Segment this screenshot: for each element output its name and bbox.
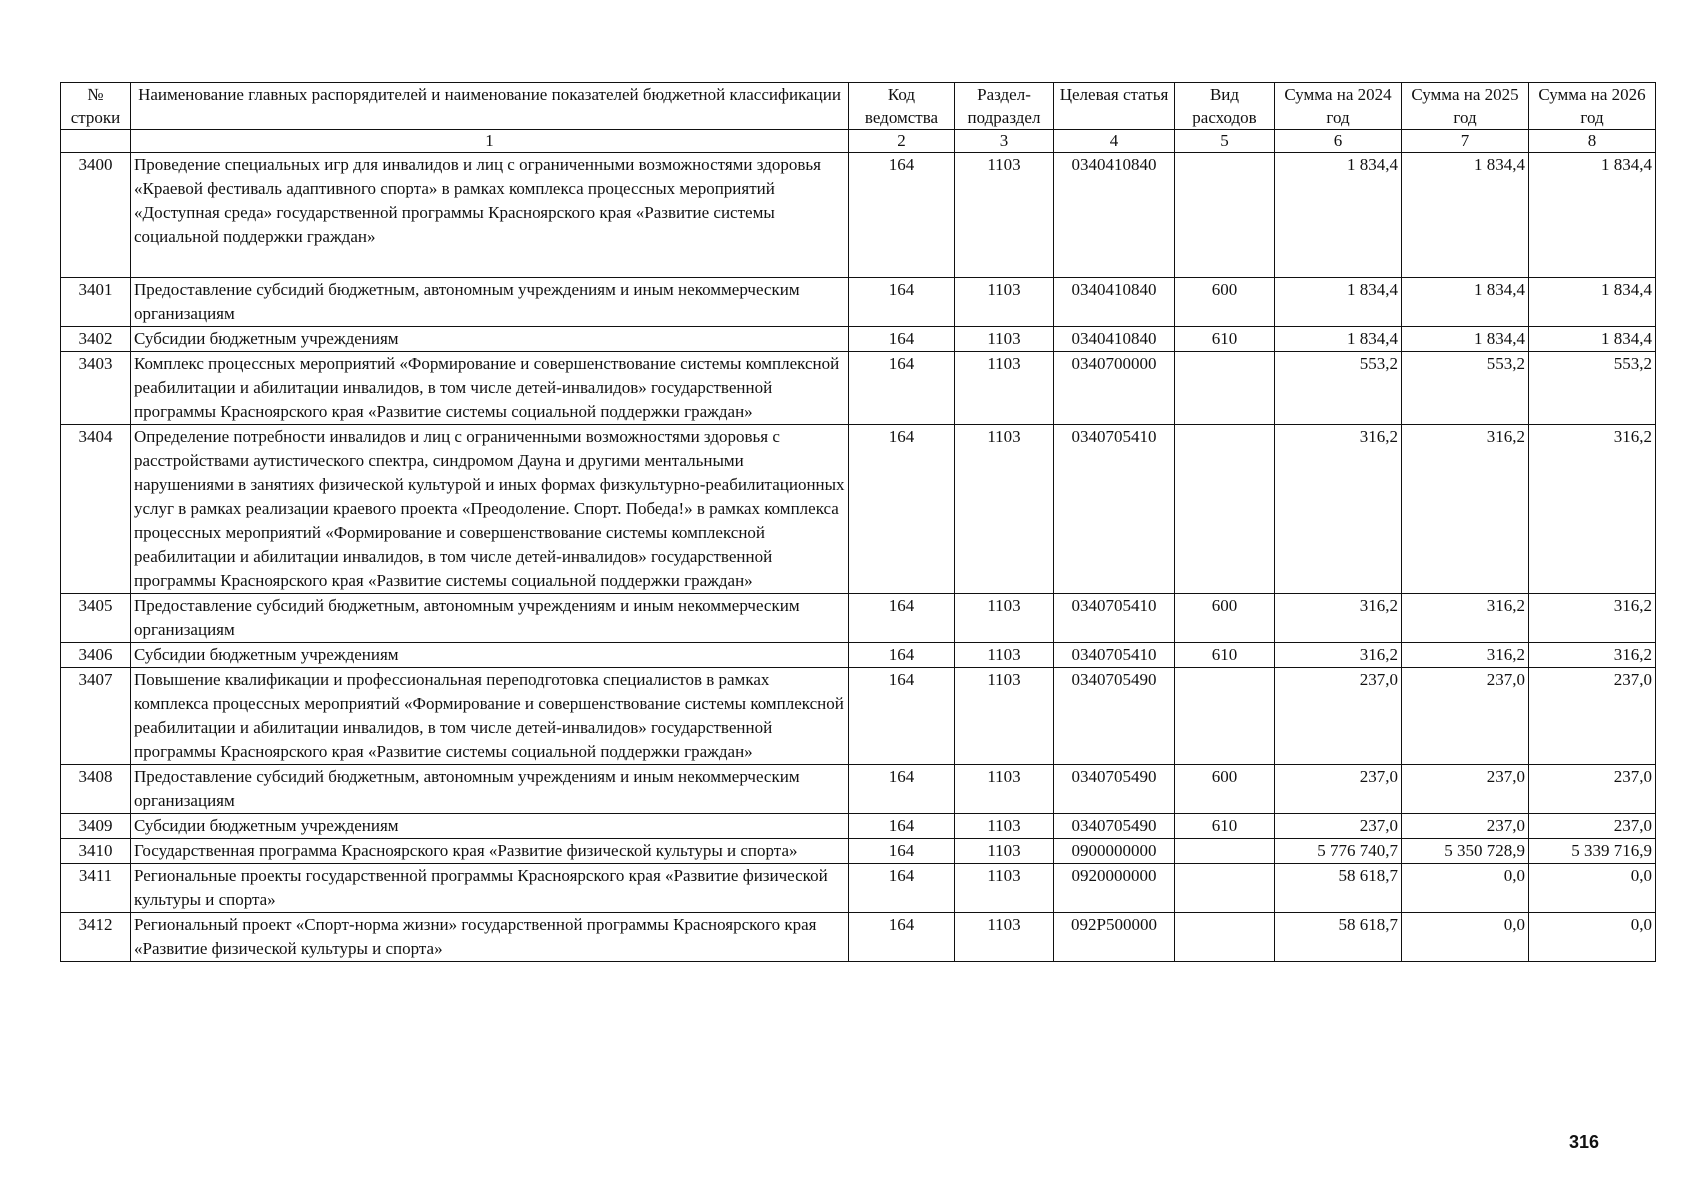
header-name: Наименование главных распорядителей и наименование показателей бюджетной классификации: [131, 83, 849, 130]
row-sum-2024: 237,0: [1275, 668, 1402, 765]
row-section: 1103: [955, 814, 1054, 839]
row-dept-code: 164: [849, 594, 955, 643]
row-dept-code: 164: [849, 327, 955, 352]
row-sum-2025: 316,2: [1402, 425, 1529, 594]
row-number: 3404: [61, 425, 131, 594]
row-section: 1103: [955, 668, 1054, 765]
row-name: Предоставление субсидий бюджетным, автономным учреждениям и иным некоммерческим организациям: [131, 765, 849, 814]
row-name: Комплекс процессных мероприятий «Формирование и совершенствование системы комплексной реабилитации и абилитации инвалидов, в том числе детей-инвалидов» государственной программы Красноярского края «Развитие системы социальной поддержки граждан»: [131, 352, 849, 425]
row-number: 3403: [61, 352, 131, 425]
row-sum-2024: 5 776 740,7: [1275, 839, 1402, 864]
row-number: 3410: [61, 839, 131, 864]
table-row: [61, 668, 1656, 765]
header-section: Раздел-подраздел: [955, 83, 1054, 130]
table-row: [61, 352, 1656, 425]
row-dept-code: 164: [849, 425, 955, 594]
row-number: 3409: [61, 814, 131, 839]
header-row: [61, 83, 1656, 130]
row-sum-2026: 316,2: [1529, 594, 1656, 643]
row-sum-2026: 316,2: [1529, 425, 1656, 594]
row-target: 0340705410: [1054, 643, 1175, 668]
row-name: Определение потребности инвалидов и лиц с ограниченными возможностями здоровья с расстройствами аутистического спектра, синдромом Дауна и другими ментальными нарушениями в занятиях физической культурой и иных формах физкультурно-реабилитационных услуг в рамках реализации краевого проекта «Преодоление. Спорт. Победа!» в рамках комплекса процессных мероприятий «Формирование и совершенствование системы комплексной реабилитации и абилитации инвалидов, в том числе детей-инвалидов» государственной программы Красноярского края «Развитие системы социальной поддержки граждан»: [131, 425, 849, 594]
row-dept-code: 164: [849, 814, 955, 839]
row-sum-2026: 237,0: [1529, 814, 1656, 839]
row-section: 1103: [955, 765, 1054, 814]
row-expense-type: 600: [1175, 594, 1275, 643]
row-sum-2026: 553,2: [1529, 352, 1656, 425]
row-expense-type: 600: [1175, 765, 1275, 814]
row-sum-2026: 237,0: [1529, 765, 1656, 814]
row-expense-type: [1175, 352, 1275, 425]
table-row: [61, 765, 1656, 814]
table-row: [61, 425, 1656, 594]
row-sum-2026: 316,2: [1529, 643, 1656, 668]
row-number: 3402: [61, 327, 131, 352]
header-row-no: № строки: [61, 83, 131, 130]
row-sum-2024: 553,2: [1275, 352, 1402, 425]
row-name: Субсидии бюджетным учреждениям: [131, 327, 849, 352]
column-number: 8: [1529, 130, 1656, 153]
column-number: 7: [1402, 130, 1529, 153]
row-name: Предоставление субсидий бюджетным, автономным учреждениям и иным некоммерческим организациям: [131, 278, 849, 327]
table-row: [61, 864, 1656, 913]
row-dept-code: 164: [849, 913, 955, 962]
row-section: 1103: [955, 327, 1054, 352]
row-number: 3408: [61, 765, 131, 814]
row-section: 1103: [955, 839, 1054, 864]
column-number: 5: [1175, 130, 1275, 153]
column-number-row: [61, 130, 1656, 153]
table-row: [61, 839, 1656, 864]
row-section: 1103: [955, 864, 1054, 913]
row-dept-code: 164: [849, 643, 955, 668]
row-section: 1103: [955, 153, 1054, 278]
row-sum-2026: 1 834,4: [1529, 153, 1656, 278]
row-target: 0340410840: [1054, 327, 1175, 352]
row-sum-2024: 58 618,7: [1275, 913, 1402, 962]
page-number: 316: [1569, 1132, 1600, 1152]
table-row: [61, 327, 1656, 352]
row-sum-2024: 316,2: [1275, 425, 1402, 594]
row-name: Государственная программа Красноярского края «Развитие физической культуры и спорта»: [131, 839, 849, 864]
row-sum-2026: 1 834,4: [1529, 327, 1656, 352]
row-sum-2024: 58 618,7: [1275, 864, 1402, 913]
row-section: 1103: [955, 643, 1054, 668]
row-target: 0340705410: [1054, 425, 1175, 594]
column-number: [61, 130, 131, 153]
row-name: Предоставление субсидий бюджетным, автономным учреждениям и иным некоммерческим организациям: [131, 594, 849, 643]
row-sum-2026: 237,0: [1529, 668, 1656, 765]
row-sum-2025: 237,0: [1402, 814, 1529, 839]
row-expense-type: [1175, 153, 1275, 278]
row-target: 0340700000: [1054, 352, 1175, 425]
header-expense-type: Вид расходов: [1175, 83, 1275, 130]
row-sum-2024: 237,0: [1275, 765, 1402, 814]
header-sum-2024: Сумма на 2024 год: [1275, 83, 1402, 130]
row-sum-2024: 1 834,4: [1275, 153, 1402, 278]
row-name: Субсидии бюджетным учреждениям: [131, 643, 849, 668]
header-target: Целевая статья: [1054, 83, 1175, 130]
header-sum-2026: Сумма на 2026 год: [1529, 83, 1656, 130]
row-expense-type: [1175, 668, 1275, 765]
budget-table: [60, 82, 1656, 962]
row-target: 0340705490: [1054, 765, 1175, 814]
row-dept-code: 164: [849, 668, 955, 765]
header-sum-2025: Сумма на 2025 год: [1402, 83, 1529, 130]
row-sum-2025: 237,0: [1402, 668, 1529, 765]
row-target: 0340705410: [1054, 594, 1175, 643]
table-row: [61, 153, 1656, 278]
row-sum-2026: 1 834,4: [1529, 278, 1656, 327]
row-number: 3412: [61, 913, 131, 962]
row-sum-2025: 1 834,4: [1402, 153, 1529, 278]
table-row: [61, 913, 1656, 962]
table-row: [61, 643, 1656, 668]
row-sum-2025: 0,0: [1402, 864, 1529, 913]
row-sum-2024: 316,2: [1275, 594, 1402, 643]
row-target: 0340410840: [1054, 153, 1175, 278]
column-number: 6: [1275, 130, 1402, 153]
row-expense-type: 600: [1175, 278, 1275, 327]
row-expense-type: [1175, 425, 1275, 594]
row-expense-type: 610: [1175, 327, 1275, 352]
row-name: Проведение специальных игр для инвалидов и лиц с ограниченными возможностями здоровья «Краевой фестиваль адаптивного спорта» в рамках комплекса процессных мероприятий «Доступная среда» государственной программы Красноярского края «Развитие системы социальной поддержки граждан»: [131, 153, 849, 278]
row-number: 3407: [61, 668, 131, 765]
row-dept-code: 164: [849, 765, 955, 814]
row-dept-code: 164: [849, 278, 955, 327]
row-expense-type: 610: [1175, 814, 1275, 839]
row-number: 3401: [61, 278, 131, 327]
row-expense-type: [1175, 864, 1275, 913]
column-number: 4: [1054, 130, 1175, 153]
row-sum-2024: 1 834,4: [1275, 327, 1402, 352]
row-target: 0900000000: [1054, 839, 1175, 864]
row-sum-2024: 237,0: [1275, 814, 1402, 839]
row-sum-2025: 1 834,4: [1402, 327, 1529, 352]
row-target: 092P500000: [1054, 913, 1175, 962]
column-number: 1: [131, 130, 849, 153]
row-number: 3411: [61, 864, 131, 913]
row-section: 1103: [955, 913, 1054, 962]
header-dept-code: Код ведомства: [849, 83, 955, 130]
row-dept-code: 164: [849, 864, 955, 913]
row-number: 3406: [61, 643, 131, 668]
row-number: 3400: [61, 153, 131, 278]
row-sum-2025: 316,2: [1402, 594, 1529, 643]
row-expense-type: [1175, 839, 1275, 864]
row-dept-code: 164: [849, 153, 955, 278]
row-expense-type: 610: [1175, 643, 1275, 668]
row-dept-code: 164: [849, 839, 955, 864]
table-row: [61, 594, 1656, 643]
row-expense-type: [1175, 913, 1275, 962]
row-sum-2025: 316,2: [1402, 643, 1529, 668]
table-row: [61, 814, 1656, 839]
row-name: Повышение квалификации и профессиональная переподготовка специалистов в рамках комплекса процессных мероприятий «Формирование и совершенствование системы комплексной реабилитации и абилитации инвалидов, в том числе детей-инвалидов» государственной программы Красноярского края «Развитие системы социальной поддержки граждан»: [131, 668, 849, 765]
row-number: 3405: [61, 594, 131, 643]
row-section: 1103: [955, 352, 1054, 425]
row-sum-2025: 1 834,4: [1402, 278, 1529, 327]
row-name: Субсидии бюджетным учреждениям: [131, 814, 849, 839]
row-target: 0920000000: [1054, 864, 1175, 913]
row-sum-2024: 1 834,4: [1275, 278, 1402, 327]
row-target: 0340705490: [1054, 814, 1175, 839]
row-sum-2026: 5 339 716,9: [1529, 839, 1656, 864]
row-section: 1103: [955, 425, 1054, 594]
table-row: [61, 278, 1656, 327]
row-sum-2025: 553,2: [1402, 352, 1529, 425]
row-sum-2025: 0,0: [1402, 913, 1529, 962]
row-name: Региональный проект «Спорт-норма жизни» государственной программы Красноярского края «Развитие физической культуры и спорта»: [131, 913, 849, 962]
row-sum-2026: 0,0: [1529, 913, 1656, 962]
row-target: 0340410840: [1054, 278, 1175, 327]
row-dept-code: 164: [849, 352, 955, 425]
row-sum-2026: 0,0: [1529, 864, 1656, 913]
row-sum-2025: 5 350 728,9: [1402, 839, 1529, 864]
row-sum-2025: 237,0: [1402, 765, 1529, 814]
row-name: Региональные проекты государственной программы Красноярского края «Развитие физической культуры и спорта»: [131, 864, 849, 913]
column-number: 2: [849, 130, 955, 153]
row-sum-2024: 316,2: [1275, 643, 1402, 668]
row-section: 1103: [955, 278, 1054, 327]
column-number: 3: [955, 130, 1054, 153]
row-target: 0340705490: [1054, 668, 1175, 765]
row-section: 1103: [955, 594, 1054, 643]
